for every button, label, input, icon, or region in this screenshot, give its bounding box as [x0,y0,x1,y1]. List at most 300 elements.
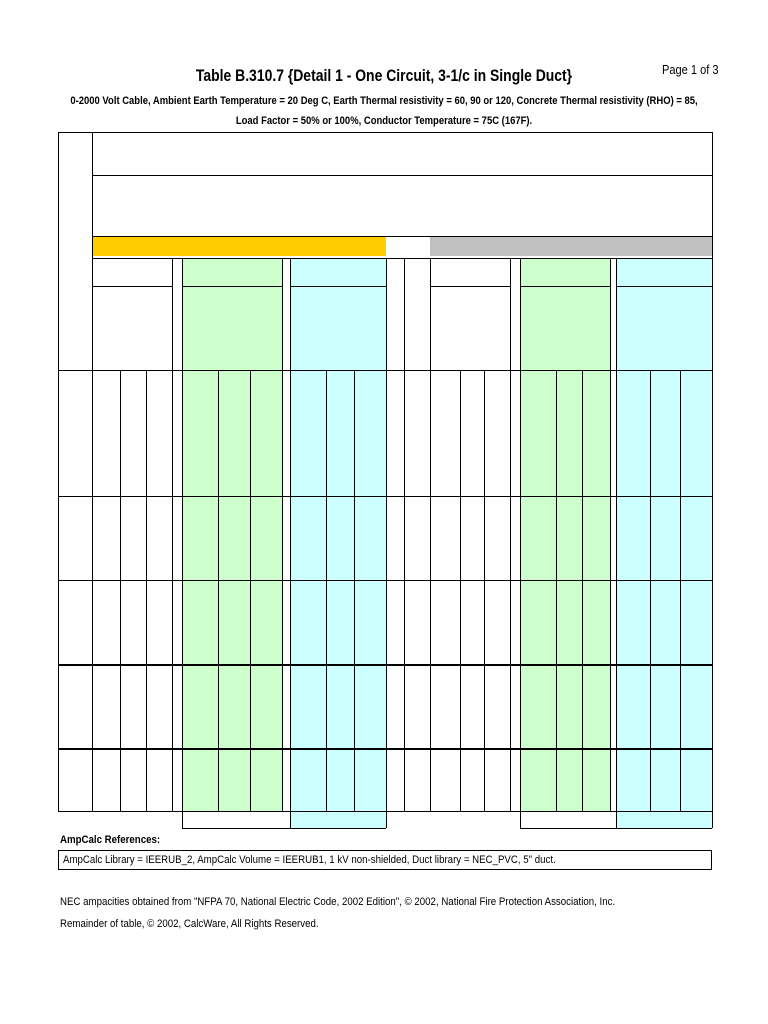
copper-deviation-cell [357,751,383,765]
aluminum-nec-cell [463,436,483,450]
copper-ampcalc-cell [254,415,281,429]
copper-nec-cell [95,394,119,408]
copper-deviation-cell [357,793,383,807]
table-row-size [404,478,430,492]
copper-nec-cell [123,604,145,618]
copper-ampcalc-cell [222,499,249,513]
column-subheader [328,311,353,325]
copper-nec-cell [95,520,119,534]
aluminum-ampcalc-cell [585,751,609,765]
copper-nec-cell [123,730,145,744]
aluminum-ampcalc-cell [559,478,581,492]
types-line-1 [92,198,712,212]
avg-box-right [386,811,387,828]
aluminum-deviation-cell [620,709,647,723]
aluminum-nec-cell [487,394,509,408]
copper-nec-cell [123,415,145,429]
aluminum-ampcalc-cell [524,457,555,471]
aluminum-nec-cell [433,520,459,534]
table-row-size [404,751,430,765]
copper-ampcalc-cell [222,709,249,723]
table-row-size [58,667,92,681]
copper-nec-cell [95,583,119,597]
aluminum-ampcalc-cell [559,499,581,513]
table-row-size [404,667,430,681]
table-row-size [58,688,92,702]
copper-nec-cell [95,730,119,744]
copper-deviation-cell [294,478,323,492]
aluminum-ampcalc-cell [585,520,609,534]
aluminum-ampcalc-cell [585,436,609,450]
table-row-size [404,772,430,786]
copper-nec-cell [95,604,119,618]
copper-nec-cell [95,709,119,723]
aluminum-deviation-cell [653,499,677,513]
copper-deviation-cell [329,499,351,513]
copper-ampcalc-cell [186,730,217,744]
column-subheader [618,311,648,325]
column-divider [146,370,147,811]
copper-deviation-cell [357,772,383,786]
aluminum-deviation-cell [620,394,647,408]
aluminum-deviation-cell [683,793,709,807]
copper-ampcalc-cell [222,688,249,702]
aluminum-nec-cell [463,478,483,492]
copper-nec-cell [95,541,119,555]
copper-deviation-cell [329,604,351,618]
copper-deviation-cell [294,457,323,471]
copper-ampcalc-cell [186,457,217,471]
aluminum-deviation-cell [683,751,709,765]
aluminum-ampcalc-cell [524,373,555,387]
copper-nec-cell [123,436,145,450]
column-subheader [122,311,145,325]
aluminum-nec-cell [463,793,483,807]
table-row-size [58,520,92,534]
aluminum-nec-cell [433,730,459,744]
copper-nec-cell [123,751,145,765]
aluminum-deviation-cell [683,562,709,576]
copper-ampcalc-cell [186,772,217,786]
aluminum-nec-cell [463,751,483,765]
table-row-size [58,415,92,429]
aluminum-ampcalc-cell [524,646,555,660]
copper-deviation-cell [294,772,323,786]
aluminum-ampcalc-cell [559,373,581,387]
aluminum-deviation-cell [653,667,677,681]
aluminum-ampcalc-cell [585,415,609,429]
copper-deviation-cell [357,562,383,576]
table-row-size [58,793,92,807]
column-divider [250,370,251,811]
aluminum-ampcalc-cell [524,562,555,576]
aluminum-deviation-cell [653,520,677,534]
copper-ampcalc-cell [186,583,217,597]
copper-ampcalc-cell [222,667,249,681]
table-border-left [58,132,59,811]
column-subheader [486,353,509,367]
copper-nec-cell [149,646,171,660]
column-subheader [148,332,171,346]
aluminum-ampcalc-cell [524,436,555,450]
copper-nec-cell [95,667,119,681]
table-row-size [404,562,430,576]
column-subheader [522,332,554,346]
aluminum-ampcalc-cell [585,625,609,639]
size-header [58,221,92,235]
aluminum-nec-cell [487,478,509,492]
aluminum-deviation-title [623,260,705,284]
aluminum-nec-cell [487,772,509,786]
table-row-size [404,373,430,387]
table-row-size [404,688,430,702]
column-subheader [184,290,216,304]
copper-ampcalc-cell [222,646,249,660]
aluminum-ampcalc-cell [559,583,581,597]
aluminum-ampcalc-cell [524,688,555,702]
copper-avg-deviation-label [194,813,279,827]
aluminum-nec-cell [463,373,483,387]
copper-deviation-cell [294,667,323,681]
column-subheader [94,353,119,367]
aluminum-nec-cell [433,373,459,387]
copper-ampcalc-cell [254,436,281,450]
aluminum-nec-cell [487,646,509,660]
copper-deviation-cell [294,709,323,723]
copper-ampcalc-cell [222,751,249,765]
aluminum-nec-cell [433,667,459,681]
copper-nec-cell [123,688,145,702]
band-divider-top [92,236,712,237]
aluminum-deviation-cell [653,793,677,807]
duct-label-line-2 [92,156,712,170]
copper-deviation-cell [294,541,323,555]
copper-deviation-cell [329,478,351,492]
aluminum-ampcalc-cell [559,646,581,660]
copper-ampcalc-cell [222,541,249,555]
aluminum-deviation-cell [653,436,677,450]
aluminum-deviation-cell [653,709,677,723]
copper-ampcalc-cell [254,772,281,786]
copper-deviation-cell [329,667,351,681]
aluminum-nec-cell [433,688,459,702]
copper-avg-deviation [294,813,323,827]
table-row-size [404,436,430,450]
aluminum-deviation-cell [653,730,677,744]
column-subheader [584,353,609,367]
copper-ampcalc-cell [222,625,249,639]
aluminum-deviation-cell [683,499,709,513]
copper-nec-cell [149,583,171,597]
copper-ampcalc-cell [222,793,249,807]
group-border [610,258,611,811]
copper-ampcalc-cell [222,415,249,429]
copper-nec-cell [123,457,145,471]
copper-nec-cell [123,667,145,681]
column-subheader [558,311,581,325]
aluminum-nec-cell [463,457,483,471]
copper-deviation-cell [357,646,383,660]
copper-nec-cell [123,373,145,387]
row-group-divider [58,748,712,750]
column-subheader [122,332,145,346]
copper-nec-cell [149,499,171,513]
aluminum-deviation-cell [683,709,709,723]
copper-nec-cell [123,478,145,492]
aluminum-deviation-cell [653,478,677,492]
copper-deviation-cell [294,520,323,534]
aluminum-ampcalc-cell [524,772,555,786]
copper-nec-cell [95,415,119,429]
copper-deviation-cell [294,751,323,765]
copper-ampcalc-cell [186,688,217,702]
column-subheader [682,290,710,304]
copper-nec-cell [95,646,119,660]
copper-nec-cell [149,604,171,618]
copper-nec-cell [149,541,171,555]
column-subheader [292,311,324,325]
copper-deviation-cell [357,373,383,387]
column-subheader [292,353,324,367]
aluminum-ampcalc-cell [585,478,609,492]
aluminum-nec-cell [487,751,509,765]
table-border-bottom [58,811,712,812]
column-subheader [682,311,710,325]
aluminum-nec-cell [433,562,459,576]
copper-deviation-cell [329,730,351,744]
copper-ampcalc-cell [222,394,249,408]
group-title-divider [182,286,282,287]
aluminum-nec-cell [487,520,509,534]
copper-ampcalc-cell [254,793,281,807]
column-subheader [432,290,458,304]
aluminum-deviation-cell [653,751,677,765]
table-row-size [404,793,430,807]
avg-box-left [182,811,183,828]
aluminum-ampcalc-cell [585,772,609,786]
aluminum-ampcalc-cell [559,520,581,534]
column-subheader [328,353,353,367]
copper-nec-cell [123,793,145,807]
aluminum-nec-cell [463,394,483,408]
column-subheader [558,353,581,367]
copper-ampcalc-cell [222,457,249,471]
group-title-divider [520,286,610,287]
copper-deviation-cell [329,541,351,555]
copper-deviation-cell [294,688,323,702]
avg-box-bottom [182,828,386,829]
aluminum-ampcalc-cell [585,793,609,807]
group-title-divider [290,286,386,287]
copper-deviation-cell [329,709,351,723]
table-row-size [404,541,430,555]
aluminum-ampcalc-cell [524,499,555,513]
copper-deviation-cell [357,583,383,597]
aluminum-deviation-cell [620,772,647,786]
aluminum-size-border [404,258,405,811]
aluminum-deviation-cell [620,688,647,702]
copper-deviation-cell [329,562,351,576]
aluminum-nec-cell [463,604,483,618]
copper-ampcalc-cell [186,394,217,408]
copper-nec-cell [95,457,119,471]
table-row-size [404,583,430,597]
avg-box-mid [616,811,617,828]
copper-deviation-cell [294,604,323,618]
column-subheader [584,290,609,304]
aluminum-ampcalc-cell [559,436,581,450]
aluminum-nec-cell [463,541,483,555]
copper-nec-cell [123,646,145,660]
aluminum-deviation-cell [653,625,677,639]
copper-ampcalc-cell [186,625,217,639]
aluminum-deviation-cell [620,436,647,450]
aluminum-deviation-cell [683,772,709,786]
aluminum-ampcalc-cell [585,646,609,660]
group-title-divider [616,286,712,287]
aluminum-nec-cell [463,562,483,576]
aluminum-ampcalc-cell [585,394,609,408]
copper-nec-cell [123,625,145,639]
copper-ampcalc-cell [254,625,281,639]
aluminum-nec-cell [487,604,509,618]
aluminum-ampcalc-cell [524,730,555,744]
copper-nec-cell [123,709,145,723]
group-border [282,258,283,811]
copper-deviation-cell [294,625,323,639]
copper-ampcalc-cell [186,478,217,492]
aluminum-deviation-cell [620,751,647,765]
copper-deviation-cell [294,730,323,744]
copper-deviation-cell [294,394,323,408]
avg-box-left [520,811,521,828]
copper-ampcalc-cell [222,478,249,492]
column-subheader [328,290,353,304]
copper-nec-cell [95,373,119,387]
column-subheader [652,353,678,367]
aluminum-nec-cell [433,793,459,807]
copper-band [92,236,386,256]
aluminum-deviation-cell [683,583,709,597]
copper-deviation-cell [357,604,383,618]
copper-nec-cell [149,562,171,576]
table-row-size [404,415,430,429]
aluminum-nec-cell [487,373,509,387]
table-row-size [58,562,92,576]
copper-ampcalc-cell [254,373,281,387]
aluminum-nec-cell [487,436,509,450]
copper-ampcalc-cell [254,478,281,492]
copper-deviation-cell [329,520,351,534]
aluminum-deviation-cell [620,793,647,807]
aluminum-nec-cell [463,688,483,702]
column-subheader [652,311,678,325]
copper-ampcalc-cell [186,667,217,681]
aluminum-ampcalc-cell [559,457,581,471]
column-subheader [122,353,145,367]
table-row-size [58,436,92,450]
copper-nec-cell [149,415,171,429]
copper-ampcalc-cell [186,520,217,534]
copper-nec-cell [149,751,171,765]
table-row-size [58,373,92,387]
aluminum-band [430,236,712,256]
aluminum-ampcalc-title [527,260,604,284]
copper-ampcalc-cell [222,604,249,618]
copper-ampcalc-cell [186,646,217,660]
column-subheader [328,332,353,346]
column-subheader [682,353,710,367]
column-subheader [94,290,119,304]
table-row-size [58,541,92,555]
data-top-divider [58,370,712,371]
copper-deviation-cell [357,436,383,450]
copper-avg-deviation [357,813,383,827]
aluminum-ampcalc-cell [559,541,581,555]
copper-ampcalc-cell [222,436,249,450]
aluminum-nec-cell [487,562,509,576]
aluminum-deviation-cell [683,436,709,450]
size-header [58,244,92,258]
aluminum-nec-cell [463,709,483,723]
group-border [510,258,511,811]
column-subheader [432,353,458,367]
aluminum-deviation-cell [683,730,709,744]
aluminum-nec-cell [463,667,483,681]
column-divider [218,370,219,811]
column-subheader [356,311,384,325]
column-subheader [682,332,710,346]
copper-ampcalc-cell [186,562,217,576]
aluminum-nec-cell [463,625,483,639]
copper-deviation-cell [357,730,383,744]
aluminum-deviation-cell [653,688,677,702]
aluminum-deviation-cell [620,499,647,513]
copper-ampcalc-cell [222,562,249,576]
column-subheader [356,332,384,346]
column-subheader [292,332,324,346]
aluminum-nec-cell [487,499,509,513]
copper-nec-cell [149,772,171,786]
aluminum-deviation-cell [620,730,647,744]
aluminum-nec-cell [433,709,459,723]
copper-ampcalc-cell [254,541,281,555]
column-subheader [184,332,216,346]
header-divider [92,175,712,176]
aluminum-deviation-cell [683,625,709,639]
copper-ampcalc-cell [186,373,217,387]
column-subheader [652,290,678,304]
aluminum-deviation-cell [653,583,677,597]
aluminum-deviation-cell [683,520,709,534]
aluminum-ampcalc-cell [524,751,555,765]
aluminum-nec-cell [463,772,483,786]
copper-deviation-cell [294,499,323,513]
aluminum-nec-cell [487,793,509,807]
aluminum-avg-deviation-label [530,813,607,827]
copper-deviation-cell [357,478,383,492]
copper-nec-cell [149,394,171,408]
row-group-divider [58,664,712,666]
copper-deviation-cell [329,625,351,639]
aluminum-ampcalc-cell [559,394,581,408]
aluminum-nec-cell [433,646,459,660]
aluminum-ampcalc-cell [524,415,555,429]
copper-nec-cell [123,541,145,555]
aluminum-ampcalc-cell [524,625,555,639]
column-divider [556,370,557,811]
aluminum-nec-cell [433,541,459,555]
